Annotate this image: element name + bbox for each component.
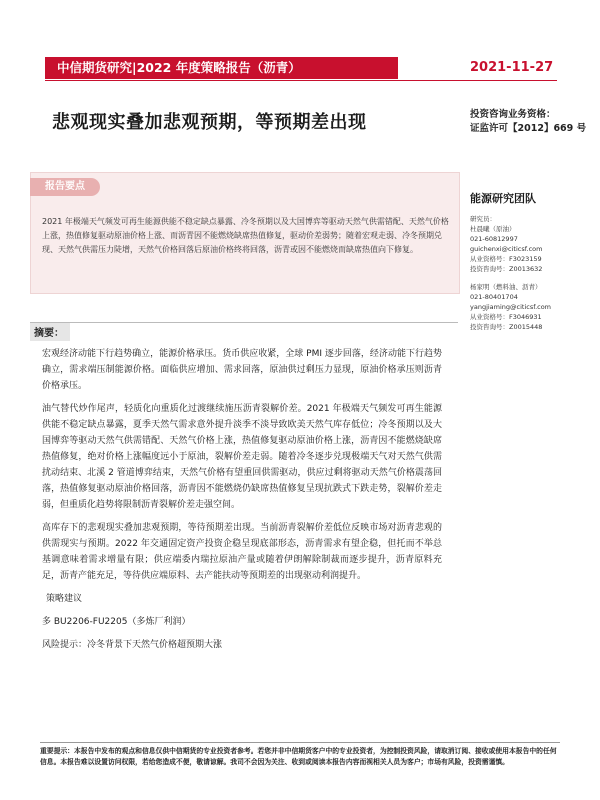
- disclaimer: [40, 742, 560, 768]
- team-line: 投资咨询号：Z0013632: [470, 265, 543, 273]
- license-line-1: 投资咨询业务资格：: [470, 109, 556, 120]
- research-team: [470, 190, 590, 332]
- disclaimer-text: 重要提示：本报告中发布的观点和信息仅供中信期货的专业投资者参考。若您并非中信期货客户中的专业投资者，为控制投资风险，请取消订阅、接收或使用本报告中的任何信息。本报告难以设置访问权限，若给您造成不便，敬请谅解。我司不会因为关注、收到或阅读本报告内容而视相关人员为客户；市场有风险，投资需谨慎。: [40, 747, 557, 766]
- team-spacer: [470, 274, 590, 282]
- license-line-2: 证监许可【2012】669 号: [470, 123, 587, 134]
- report-banner: 中信期货研究|2022 年度策略报告（沥青）: [45, 57, 398, 79]
- strategy-text: 多 BU2206-FU2205（多炼厂利润）: [42, 617, 191, 627]
- summary-tag: 报告要点: [30, 178, 100, 196]
- abstract-paragraph: 宏观经济动能下行趋势确立，能源价格承压。货币供应收紧，全球 PMI 逐步回落，经济动能下行趋势确立，需求端压制能源价格。面临供应增加、需求回落，原油供过剩压力显现，原油价格承压则沥青价格承压。: [42, 349, 442, 391]
- team-line: 021-60812997: [470, 235, 518, 243]
- team-line: 杨家明（燃料油、沥青）: [470, 283, 542, 291]
- team-line: 杜晨曦（原油）: [470, 225, 516, 233]
- license-info: [470, 108, 586, 136]
- team-line: 从业资格号：F3023159: [470, 255, 542, 263]
- team-line: 研究员：: [470, 215, 496, 223]
- risk-warning: 风险提示：冷冬背景下天然气价格超预期大涨: [42, 640, 223, 650]
- team-email[interactable]: guichenxi@citicsf.com: [470, 245, 543, 253]
- team-line: 021-80401704: [470, 293, 518, 301]
- team-email[interactable]: yangjiaming@citicsf.com: [470, 303, 552, 311]
- abstract-body: [42, 346, 442, 660]
- page-title: 悲观现实叠加悲观预期，等预期差出现: [52, 112, 367, 133]
- header-divider: [45, 80, 557, 81]
- abstract-label: 摘要：: [30, 323, 70, 341]
- strategy-heading: 策略建议: [46, 594, 83, 604]
- abstract-divider: [30, 322, 458, 323]
- report-date: 2021-11-27: [470, 60, 554, 75]
- abstract-paragraph: 高库存下的悲观现实叠加悲观预期，等待预期差出现。当前沥青裂解价差低位反映市场对沥青悲观的供需现实与预期。2022 年交通固定资产投资企稳呈现底部形态，沥青需求有望企稳，但托而不举总基调意味着需求增量有限；供应端委内瑞拉原油产量或随着伊朗解除制裁而逐步提升，沥青原料充足，沥青产能充足，等待供应端原料、去产能扶动等预期差的出现驱动利润提升。: [42, 523, 442, 581]
- team-line: 从业资格号：F3046931: [470, 313, 542, 321]
- team-line: 投资咨询号：Z0015448: [470, 323, 543, 331]
- summary-text: 2021 年极端天气频发可再生能源供能不稳定缺点暴露、冷冬预期以及大国博弈等驱动天然气供需错配、天然气价格上涨，热值修复驱动原油价格上涨、而沥青因不能燃烧缺席热值修复，驱动价差弱势；随着宏观走弱、冷冬预期兑现、天然气供需压力陡增，天然气价格回落后原油价格终将回落，沥青或因不能燃烧而缺席热值向下修复。: [42, 217, 449, 254]
- abstract-paragraph: 油气替代炒作尾声，轻质化向重质化过渡继续施压沥青裂解价差。2021 年极端天气频发可再生能源供能不稳定缺点暴露，夏季天然气需求意外提升淡季不淡导致欧美天然气库存低位；冷冬预期以及大国博弈等驱动天然气供需错配、天然气价格上涨，热值修复驱动原油价格上涨，沥青因不能燃烧缺席热值修复，绝对价格上涨幅度远小于原油，裂解价差走弱。随着冷冬逐步兑现极端天气对天然气供需扰动结束、北溪 2 管道博弈结束，天然气价格有望重回供需驱动，供应过剩将驱动天然气价格震荡回落，热值修复驱动原油价格回落，沥青因不能燃烧仍缺席热值修复呈现抗跌式下跌走势，裂解价差走弱，但重质化趋势将限制沥青裂解价差走强空间。: [42, 404, 442, 510]
- team-title: 能源研究团队: [470, 192, 536, 205]
